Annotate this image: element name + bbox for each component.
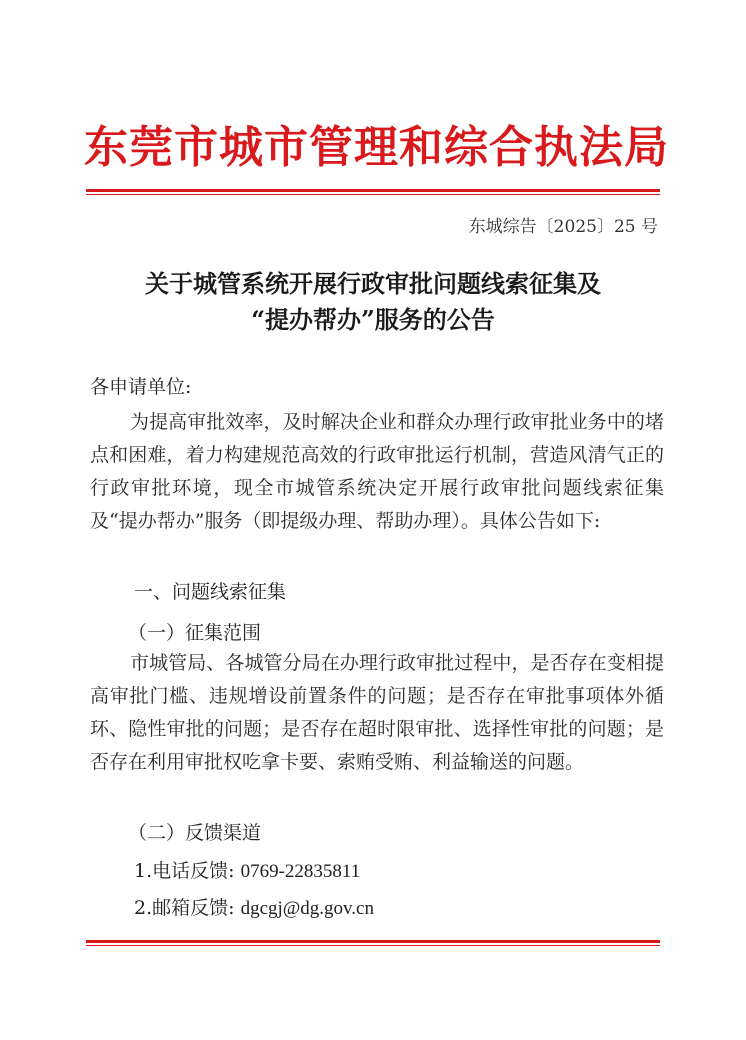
section-heading-clue-collection: 一、问题线索征集 [134,581,287,603]
notice-title-line-2: “提办帮办”服务的公告 [251,305,495,334]
intro-paragraph [90,406,664,538]
phone-feedback-line [134,856,360,883]
footer-red-rule-thin [86,945,660,946]
intro-paragraph-text: 为提高审批效率，及时解决企业和群众办理行政审批业务中的堵点和困难，着力构建规范高效的行政审批运行机制，营造风清气正的行政审批环境，现全市城管系统决定开展行政审批问题线索征集及“提办帮办”服务（即提级办理、帮助办理）。具体公告如下: [90,411,664,532]
subsection-heading-scope: （一）征集范围 [128,622,262,644]
notice-title-line-1: 关于城管系统开展行政审批问题线索征集及 [145,269,601,298]
footer-red-rule-thick [86,940,660,943]
subsection-heading-feedback-channels: （二）反馈渠道 [128,822,262,844]
email-feedback-line [134,893,374,920]
salutation: 各申请单位: [90,376,192,398]
scope-paragraph [90,647,664,779]
phone-feedback-label: 1.电话反馈: [134,860,235,882]
phone-number: 0769-22835811 [240,861,361,882]
document-number: 东城综告〔2025〕25 号 [468,217,658,237]
email-feedback-label: 2.邮箱反馈: [134,897,235,919]
scope-paragraph-text: 市城管局、各城管分局在办理行政审批过程中，是否存在变相提高审批门槛、违规增设前置条件的问题；是否存在审批事项体外循环、隐性审批的问题；是否存在超时限审批、选择性审批的问题；是否存在利用审批权吃拿卡要、索贿受贿、利益输送的问题。 [90,652,664,773]
header-red-rule-thin [86,194,660,195]
header-red-rule-thick [86,189,660,192]
issuing-org-header: 东莞市城市管理和综合执法局 [84,122,669,173]
email-address: dgcgj@dg.gov.cn [240,898,374,919]
